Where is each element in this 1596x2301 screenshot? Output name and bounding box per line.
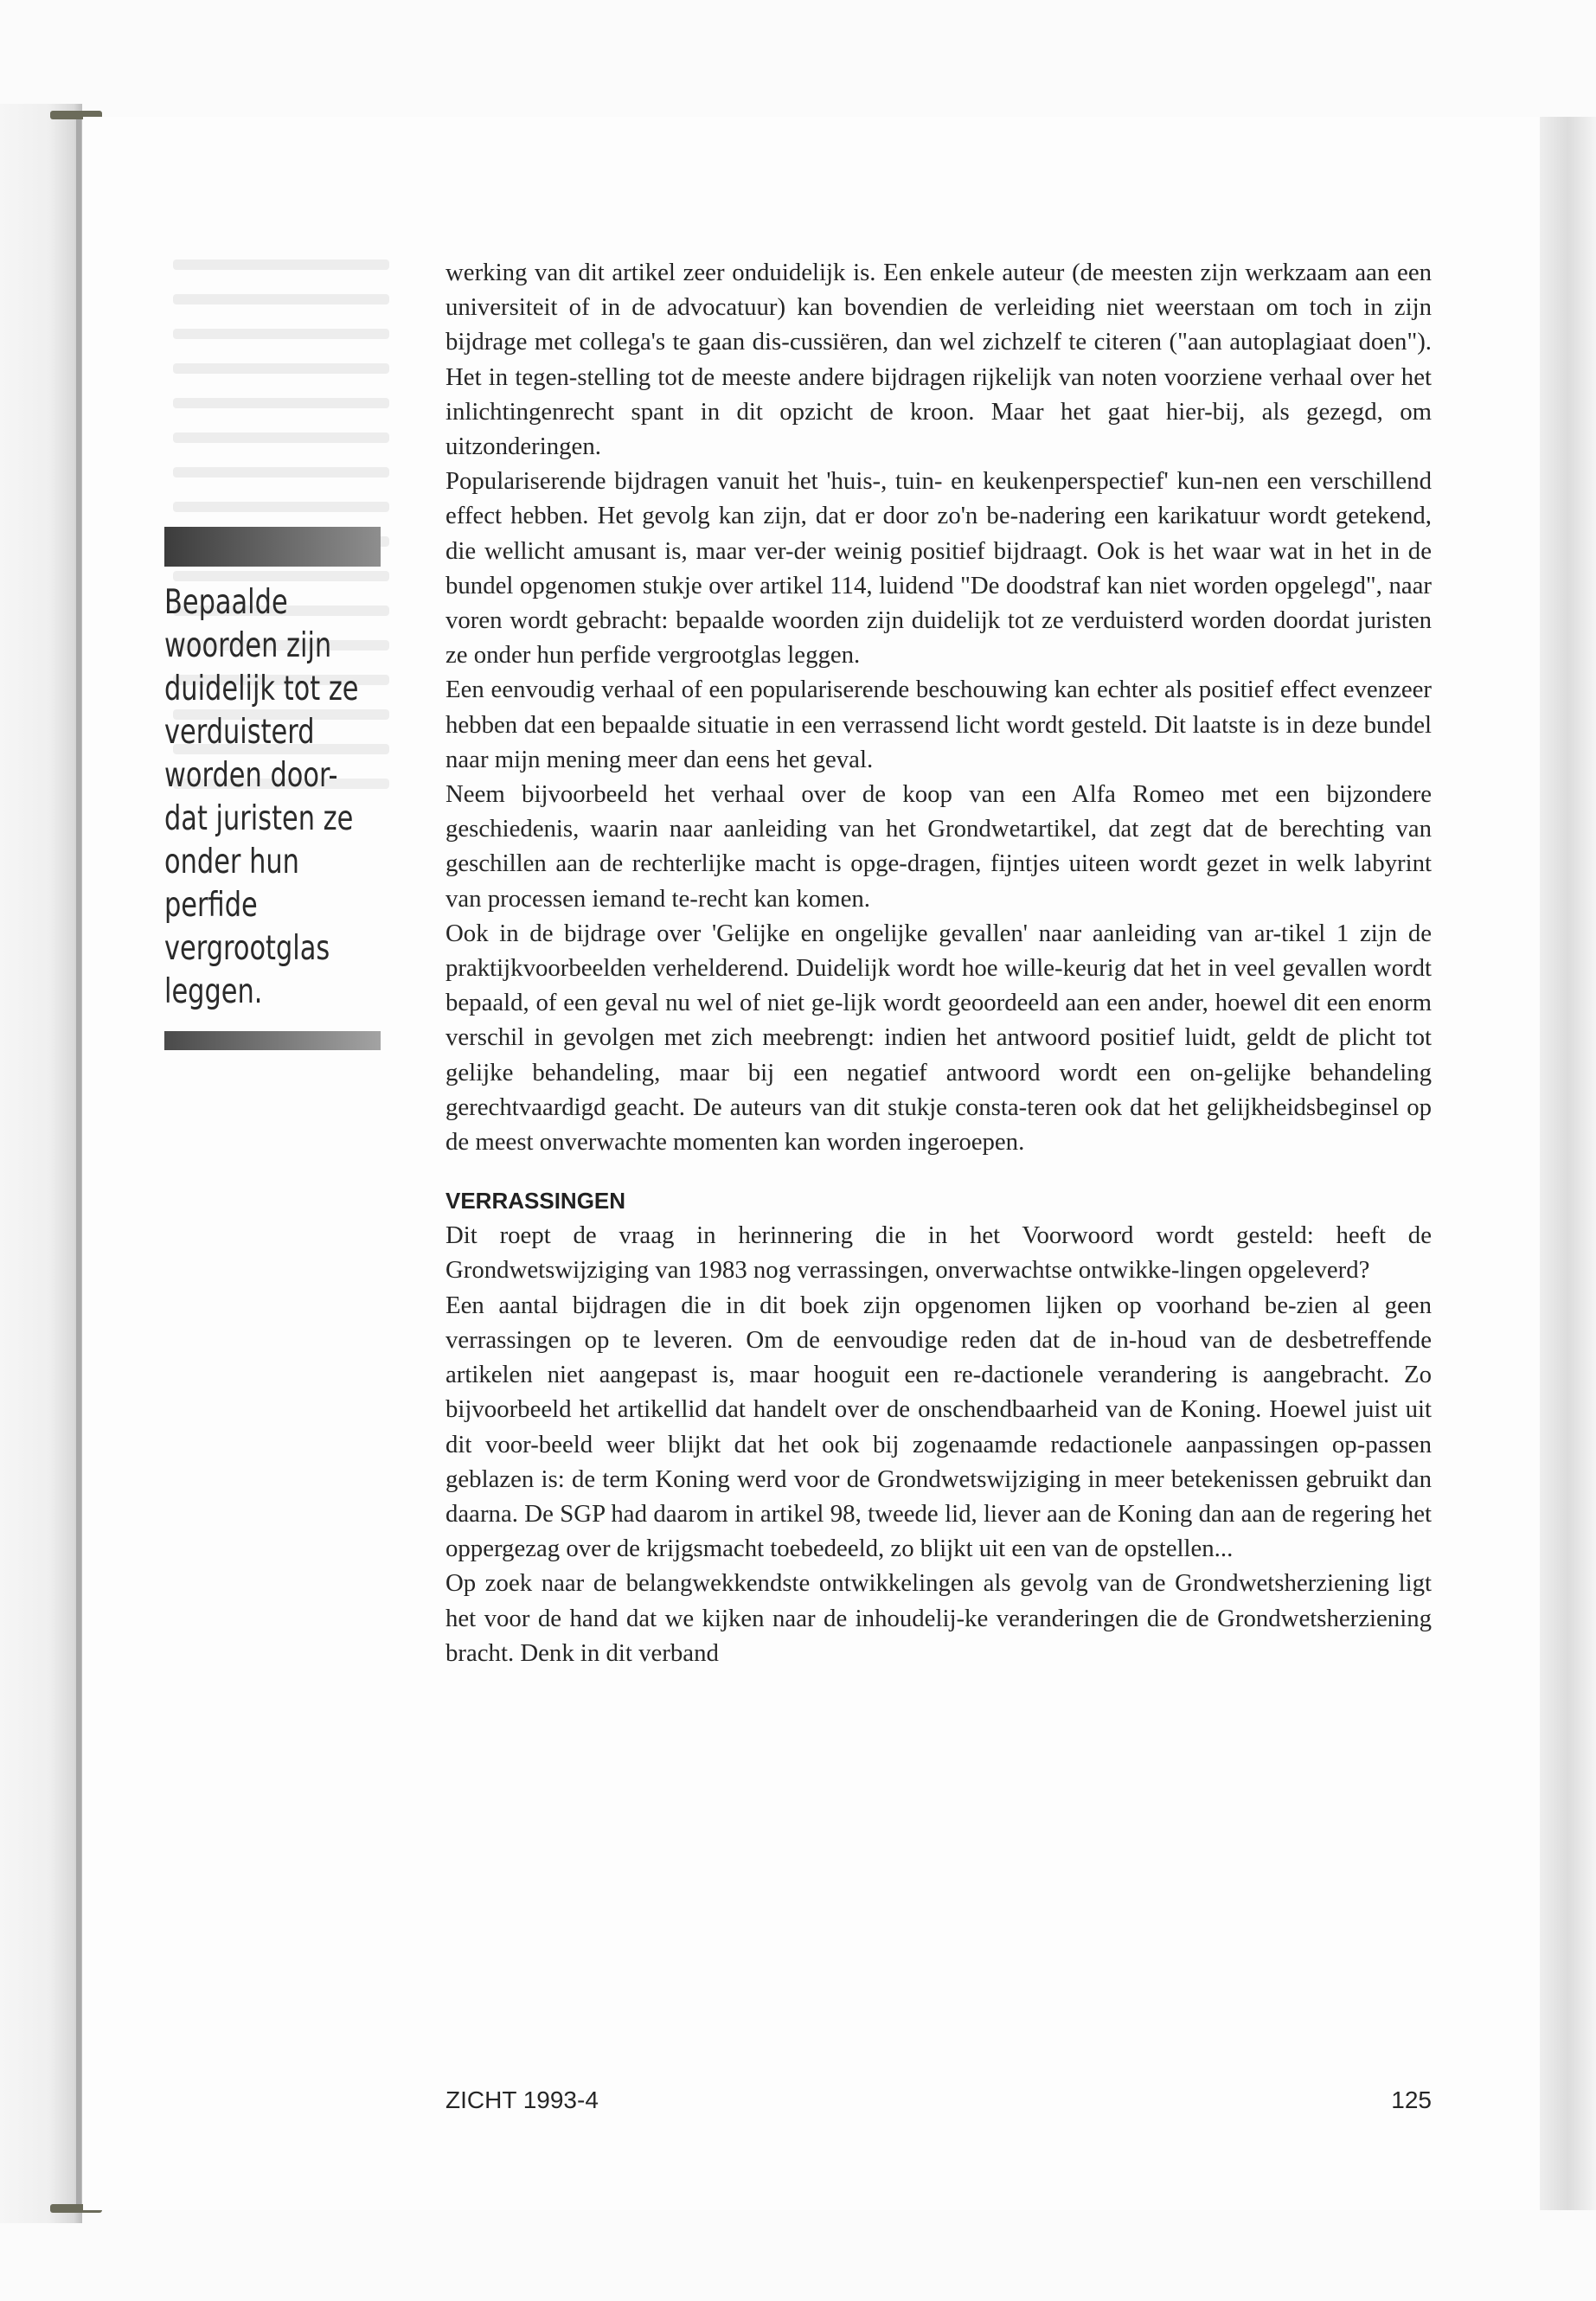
article-paragraph: Ook in de bijdrage over 'Gelijke en ongelijke gevallen' naar aanleiding van ar-tikel 1 zijn de praktijkvoorbeelden verhelderend. Duidelijk wordt hoe wille-keurig dat het in veel gevallen wordt bepaald, of een geval nu wel of niet ge-lijk wordt geoordeeld aan een ander, hoewel dit een enorm verschil in gevolgen met zich meebrengt: indien het antwoord positief luidt, geldt de plicht tot gelijke behandeling, maar bij een negatief antwoord wordt een on-gelijke behandeling gerechtvaardigd geacht. De auteurs van dit stukje consta-teren ook dat het gelijkheidsbeginsel op de meest onverwachte momenten kan worden ingeroepen.	[445, 919, 1432, 1157]
article-paragraph: Een aantal bijdragen die in dit boek zijn opgenomen lijken op voorhand be-zien al geen verrassingen op te leveren. Om de eenvoudige reden dat de in-houd van de desbetreffende artikelen niet aangepast is, maar hooguit een re-dactionele verandering is aangebracht. Zo bijvoorbeeld het artikellid dat handelt over de onschendbaarheid van de Koning. Hoewel juist uit dit voor-beeld weer blijkt dat het ook bij zogenaamde redactionele aanpassingen op-passen geblazen is: de term Koning werd voor de Grondwetswijziging in meer betekenissen gebruikt dan daarna. De SGP had daarom in artikel 98, tweede lid, liever aan de Koning dan aan de regering het oppergezag over de krijgsmacht toebedeeld, zo blijkt uit een van de opstellen...	[445, 1291, 1432, 1563]
pull-quote-line: worden door-	[164, 756, 338, 795]
pull-quote-bar-top	[164, 527, 381, 567]
article-paragraph: Neem bijvoorbeeld het verhaal over de koop van een Alfa Romeo met een bijzondere geschiedenis, waarin naar aanleiding van het Grondwetartikel, dat zegt dat de berechting van geschillen aan de rechterlijke macht is opge-dragen, fijntjes uiteen wordt gezet in welk labyrint van processen iemand te-recht kan komen.	[445, 780, 1432, 913]
pull-quote-line: dat juristen ze	[164, 799, 354, 838]
article-body	[445, 255, 1432, 1670]
pull-quote-line: perfide	[164, 886, 258, 925]
binding-spine	[76, 112, 81, 2206]
pull-quote-line: vergrootglas	[164, 929, 330, 968]
pull-quote-line: verduisterd	[164, 713, 315, 752]
pull-quote-line: Bepaalde	[164, 583, 288, 622]
article-paragraph: Dit roept de vraag in herinnering die in het Voorwoord wordt gesteld: heeft de Grondwetswijziging van 1983 nog verrassingen, onverwachtse ontwikke-lingen opgeleverd?	[445, 1221, 1432, 1285]
right-page-edge	[1540, 117, 1596, 2210]
pull-quote-line: leggen.	[164, 972, 263, 1011]
left-page-edge	[0, 104, 82, 2223]
section-heading: VERRASSINGEN	[445, 1188, 626, 1215]
pull-quote-line: onder hun	[164, 843, 299, 881]
pull-quote-line: woorden zijn	[164, 626, 332, 665]
pull-quote-line: duidelijk tot ze	[164, 670, 359, 708]
article-paragraph: werking van dit artikel zeer onduidelijk is. Een enkele auteur (de meesten zijn werkzaam aan een universiteit of in de advocatuur) kan bovendien de verleiding niet weerstaan om toch in zijn bijdrage met collega's te gaan dis-cussiëren, dan wel zichzelf te citeren ("aan autoplagiaat doen"). Het in tegen-stelling tot de meeste andere bijdragen rijkelijk van noten voorziene verhaal over het inlichtingenrecht spant in dit opzicht de kroon. Maar het gaat hier-bij, als gezegd, om uitzonderingen.	[445, 259, 1432, 461]
article-paragraph: Een eenvoudig verhaal of een populariserende beschouwing kan echter als positief effect evenzeer hebben dat een bepaalde situatie in een verrassend licht wordt gesteld. Dit laatste is in deze bundel naar mijn mening meer dan eens het geval.	[445, 676, 1432, 773]
pull-quote	[164, 581, 359, 1014]
article-paragraph: Op zoek naar de belangwekkendste ontwikkelingen als gevolg van de Grondwetsherziening ligt het voor de hand dat we kijken naar de inhoudelij-ke veranderingen die de Grondwetsherziening bracht. Denk in dit verband	[445, 1569, 1432, 1667]
footer-journal: ZICHT 1993-4	[445, 2086, 599, 2113]
pull-quote-bar-bottom	[164, 1031, 381, 1050]
article-paragraph: Populariserende bijdragen vanuit het 'huis-, tuin- en keukenperspectief' kun-nen een verschillend effect hebben. Het gevolg kan zijn, dat er door zo'n be-nadering een karikatuur wordt getekend, die wellicht amusant is, maar ver-der weinig positief bijdraagt. Ook is het waar wat in het in de bundel opgenomen stukje over artikel 114, luidend "De doodstraf kan niet worden opgelegd", naar voren wordt gebracht: bepaalde woorden zijn duidelijk tot ze verduisterd worden doordat juristen ze onder hun perfide vergrootglas leggen.	[445, 467, 1432, 670]
footer-page-number: 125	[1391, 2086, 1432, 2113]
